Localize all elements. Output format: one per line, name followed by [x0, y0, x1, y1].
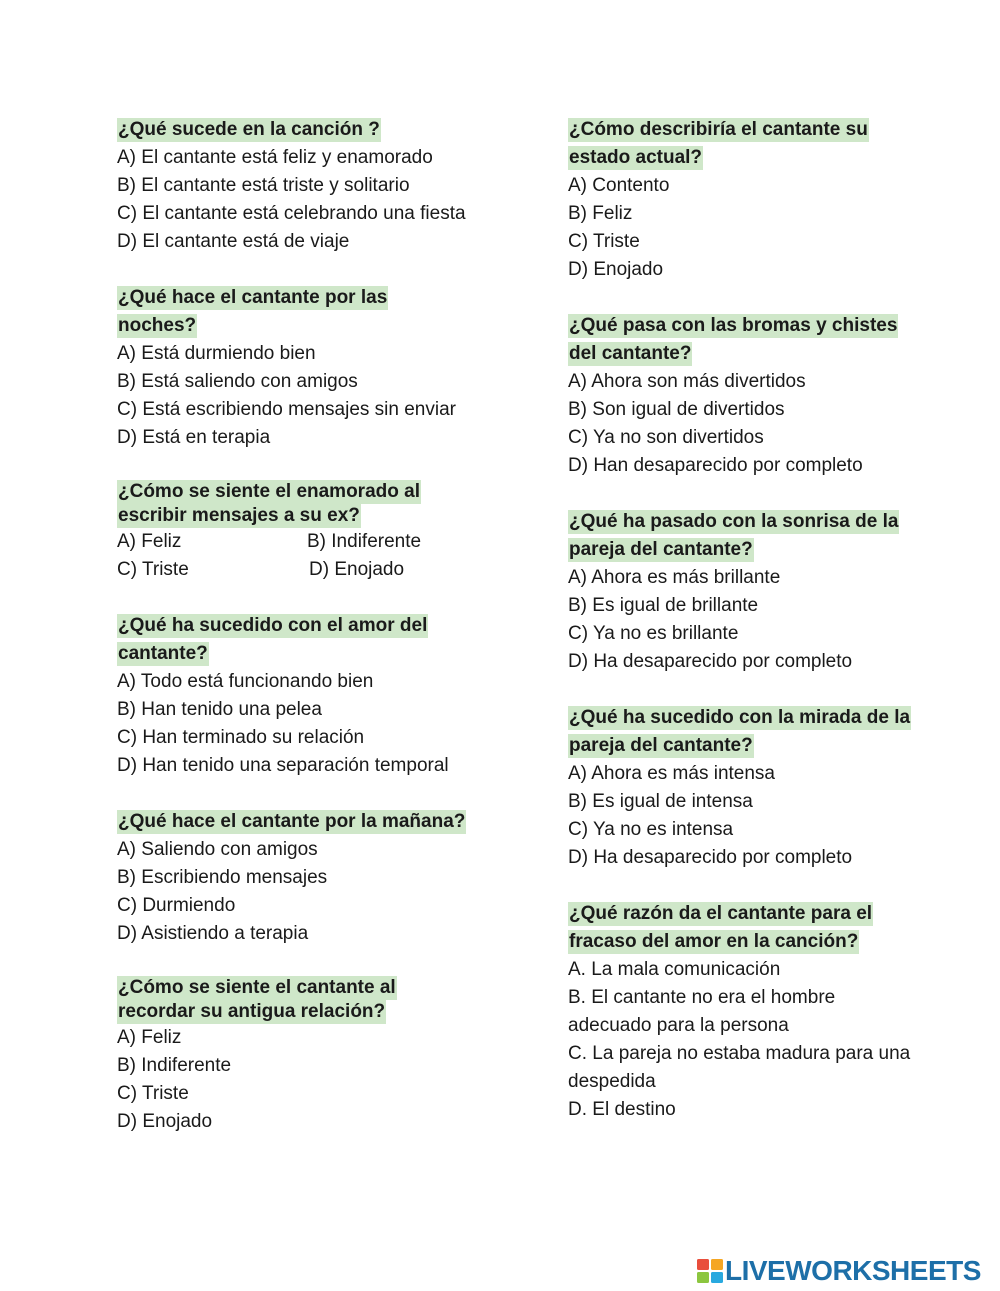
- answer-option: D) Asistiendo a terapia: [117, 923, 309, 944]
- answer-option: D) Han tenido una separación temporal: [117, 755, 449, 776]
- answer-grid: [117, 528, 537, 584]
- answer-option: D) Enojado: [309, 559, 405, 580]
- answer-option: A) Ahora es más intensa: [568, 763, 775, 784]
- answer-option: C) Triste: [117, 1083, 189, 1104]
- answer-option: D. El destino: [568, 1099, 676, 1120]
- question-title: cantante?: [118, 643, 208, 664]
- question-block: [117, 116, 537, 256]
- question-block: [117, 976, 537, 1136]
- question-title: ¿Cómo se siente el enamorado al: [118, 481, 420, 502]
- answer-option: B) El cantante está triste y solitario: [117, 175, 410, 196]
- answer-option: adecuado para la persona: [568, 1015, 789, 1036]
- answer-option: C) Ya no son divertidos: [568, 427, 764, 448]
- question-block: [568, 508, 968, 676]
- answer-option: A) Ahora es más brillante: [568, 567, 781, 588]
- answer-option: B) Está saliendo con amigos: [117, 371, 358, 392]
- answer-option: A) Feliz: [117, 531, 182, 552]
- answer-option: A) Feliz: [117, 1027, 182, 1048]
- answer-option: D) Ha desaparecido por completo: [568, 847, 853, 868]
- question-block: [117, 480, 537, 584]
- left-column: [117, 116, 537, 1164]
- answer-option: A) Está durmiendo bien: [117, 343, 316, 364]
- logo-tile-l: [697, 1259, 709, 1270]
- question-block: [117, 808, 537, 948]
- question-title: fracaso del amor en la canción?: [569, 931, 859, 952]
- answer-option: despedida: [568, 1071, 656, 1092]
- question-block: [568, 900, 968, 1124]
- right-column: [568, 116, 968, 1152]
- question-title: estado actual?: [569, 147, 703, 168]
- question-title: ¿Qué ha pasado con la sonrisa de la: [569, 511, 899, 532]
- question-block: [568, 312, 968, 480]
- question-title: ¿Qué pasa con las bromas y chistes: [569, 315, 898, 336]
- question-block: [117, 284, 537, 452]
- answer-option: C) Triste: [568, 231, 640, 252]
- question-title: del cantante?: [569, 343, 692, 364]
- question-title: escribir mensajes a su ex?: [118, 505, 360, 526]
- question-title: ¿Qué sucede en la canción ?: [118, 119, 380, 140]
- question-title: ¿Qué hace el cantante por las: [118, 287, 388, 308]
- answer-option: A) Todo está funcionando bien: [117, 671, 374, 692]
- liveworksheets-logo-icon: [697, 1259, 723, 1283]
- answer-option: A) El cantante está feliz y enamorado: [117, 147, 433, 168]
- question-title: ¿Cómo se siente el cantante al: [118, 977, 396, 998]
- answer-option: A) Saliendo con amigos: [117, 839, 318, 860]
- answer-option: B) Han tenido una pelea: [117, 699, 322, 720]
- answer-option: C) Han terminado su relación: [117, 727, 365, 748]
- answer-option: B. El cantante no era el hombre: [568, 987, 836, 1008]
- answer-option: C) El cantante está celebrando una fiesta: [117, 203, 466, 224]
- question-title: pareja del cantante?: [569, 539, 753, 560]
- question-title: pareja del cantante?: [569, 735, 753, 756]
- answer-option: B) Escribiendo mensajes: [117, 867, 328, 888]
- logo-tile-i: [711, 1259, 723, 1270]
- answer-option: C. La pareja no estaba madura para una: [568, 1043, 911, 1064]
- answer-option: D) Enojado: [117, 1111, 213, 1132]
- question-title: ¿Qué razón da el cantante para el: [569, 903, 873, 924]
- question-block: [568, 704, 968, 872]
- answer-option: C) Durmiendo: [117, 895, 236, 916]
- logo-tile-v: [697, 1272, 709, 1283]
- answer-option: B) Es igual de brillante: [568, 595, 759, 616]
- answer-option: A) Contento: [568, 175, 670, 196]
- answer-option: D) Está en terapia: [117, 427, 271, 448]
- answer-option: A. La mala comunicación: [568, 959, 781, 980]
- answer-option: B) Son igual de divertidos: [568, 399, 785, 420]
- answer-option: A) Ahora son más divertidos: [568, 371, 806, 392]
- question-title: recordar su antigua relación?: [118, 1001, 386, 1022]
- question-block: [117, 612, 537, 780]
- answer-option: D) Ha desaparecido por completo: [568, 651, 853, 672]
- answer-option: B) Feliz: [568, 203, 633, 224]
- logo-wordmark: LIVEWORKSHEETS: [725, 1255, 981, 1286]
- liveworksheets-logo: [697, 1254, 981, 1288]
- logo-tile-e: [711, 1272, 723, 1283]
- answer-option: D) Han desaparecido por completo: [568, 455, 863, 476]
- answer-option: C) Ya no es brillante: [568, 623, 739, 644]
- answer-option: B) Indiferente: [117, 1055, 232, 1076]
- question-block: [568, 116, 968, 284]
- question-title: ¿Cómo describiría el cantante su: [569, 119, 868, 140]
- answer-option: C) Está escribiendo mensajes sin enviar: [117, 399, 456, 420]
- question-title: noches?: [118, 315, 197, 336]
- question-title: ¿Qué hace el cantante por la mañana?: [118, 811, 466, 832]
- answer-option: C) Ya no es intensa: [568, 819, 734, 840]
- answer-option: C) Triste: [117, 559, 189, 580]
- answer-option: B) Indiferente: [307, 531, 422, 552]
- question-title: ¿Qué ha sucedido con la mirada de la: [569, 707, 911, 728]
- answer-option: D) El cantante está de viaje: [117, 231, 350, 252]
- answer-option: D) Enojado: [568, 259, 664, 280]
- answer-option: B) Es igual de intensa: [568, 791, 753, 812]
- question-title: ¿Qué ha sucedido con el amor del: [118, 615, 428, 636]
